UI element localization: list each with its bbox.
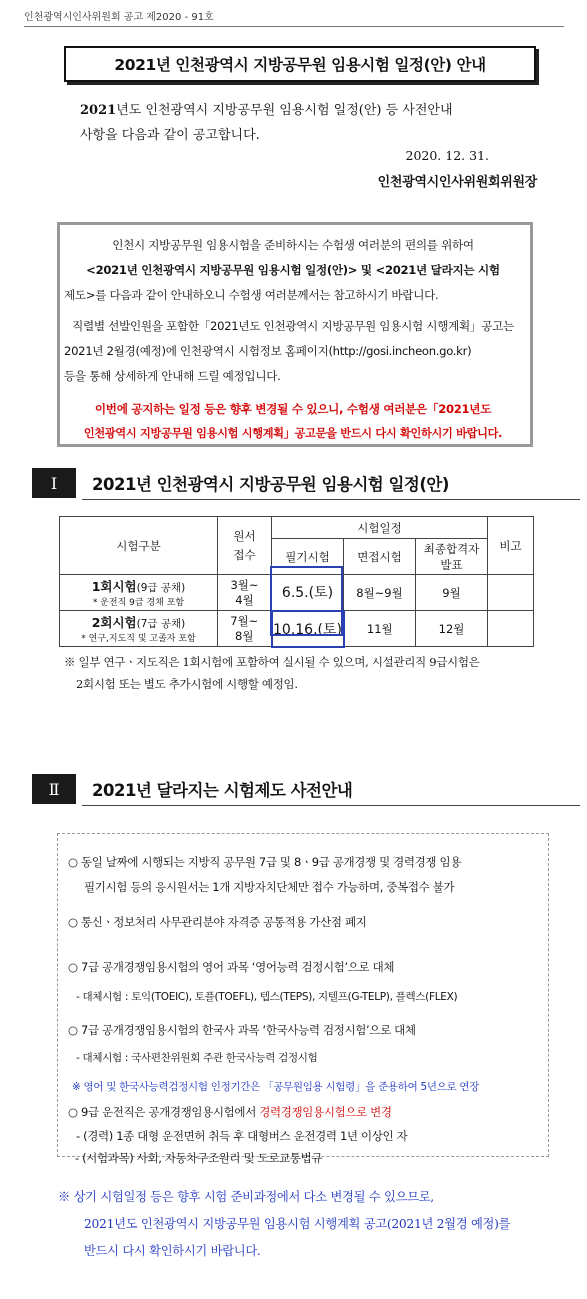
- page-title: 2021년 인천광역시 지방공무원 임용시험 일정(안) 안내: [64, 46, 536, 82]
- header-written: 필기시험: [272, 539, 344, 575]
- row-note: [488, 611, 534, 647]
- changes-box: [57, 833, 549, 1157]
- row-category: [60, 611, 218, 647]
- row-interview: 8월~9월: [344, 575, 416, 611]
- row-application: 7월~ 8월: [218, 611, 272, 647]
- row-note: [488, 575, 534, 611]
- schedule-footnote: [64, 651, 534, 695]
- final-note-line2: 2021년도 인천광역시 지방공무원 임용시험 시행계획 공고(2021년 2월경 예정)를: [84, 1217, 511, 1231]
- announcement-date: 2020. 12. 31.: [405, 148, 489, 163]
- document-reference: 인천광역시인사위원회 공고 제2020 - 91호: [24, 12, 214, 23]
- signer-name: 인천광역시인사위원회위원장: [377, 175, 537, 190]
- intro-paragraph: [80, 98, 540, 148]
- header-divider: [24, 26, 564, 27]
- row-detail: * 연구,지도직 및 고졸자 포함: [81, 634, 196, 644]
- row-written: 6.5.(토): [272, 575, 344, 611]
- notice-p2-line2: 2021년 2월경(예정)에 인천광역시 시험정보 홈페이지(http://gosi.incheon.go.kr): [64, 344, 472, 358]
- intro-line2: 사항을 다음과 같이 공고합니다.: [80, 128, 260, 143]
- change-item-6-sub1: - (경력) 1종 대형 운전면허 취득 후 대형버스 운전경력 1년 이상인 자: [76, 1129, 408, 1143]
- change-item-2: ○ 통신ㆍ정보처리 사무관리분야 자격증 공통적용 가산점 폐지: [68, 915, 367, 929]
- row-name: 2회시험: [91, 615, 137, 630]
- notice-box: [57, 222, 533, 447]
- footnote-line2: 2회시험 또는 별도 추가시험에 시행할 예정임.: [76, 677, 298, 691]
- header-schedule: 시험일정: [272, 517, 488, 539]
- row-interview: 11월: [344, 611, 416, 647]
- change-item-1-line2: 필기시험 등의 응시원서는 1개 지방자치단체만 접수 가능하며, 중복접수 불가: [84, 880, 455, 894]
- row-detail: * 운전직 9급 경채 포함: [92, 598, 185, 608]
- row-final: 9월: [416, 575, 488, 611]
- row-application: 3월~ 4월: [218, 575, 272, 611]
- row-final: 12월: [416, 611, 488, 647]
- header-note: 비고: [488, 517, 534, 575]
- section-1-number: Ⅰ: [32, 468, 76, 498]
- row-name: 1회시험: [91, 579, 137, 594]
- change-item-6-highlight: 경력경쟁임용시험으로 변경: [259, 1105, 392, 1119]
- notice-p2-line3: 등을 통해 상세하게 안내해 드릴 예정입니다.: [64, 369, 281, 383]
- change-item-3: ○ 7급 공개경쟁임용시험의 영어 과목 ‘영어능력 검정시험’으로 대체: [68, 960, 395, 974]
- change-item-5-note: ※ 영어 및 한국사능력검정시험 인정기간은 「공무원임용 시험령」을 준용하여 5년으로 연장: [72, 1081, 480, 1093]
- footnote-line1: ※ 일부 연구ㆍ지도직은 1회시험에 포함하여 실시될 수 있으며, 시설관리직 9급시험은: [64, 655, 480, 669]
- section-2-heading: [32, 774, 580, 806]
- change-item-4: ○ 7급 공개경쟁임용시험의 한국사 과목 ‘한국사능력 검정시험’으로 대체: [68, 1023, 416, 1037]
- notice-p3-line2: 인천광역시 지방공무원 임용시험 시행계획」공고문을 반드시 다시 확인하시기 바랍니다.: [83, 427, 503, 440]
- final-note: [58, 1184, 548, 1265]
- notice-p1-line3: 제도>를 다음과 같이 안내하오니 수험생 여러분께서는 참고하시기 바랍니다.: [64, 288, 439, 302]
- table-row: [60, 575, 534, 611]
- section-2-divider: [82, 805, 580, 806]
- section-2-number: Ⅱ: [32, 774, 76, 804]
- row-category: [60, 575, 218, 611]
- section-1-heading: [32, 468, 580, 500]
- intro-line1: 년도 인천광역시 지방공무원 임용시험 일정(안) 등 사전안내: [116, 103, 453, 118]
- row-written: 10.16.(토): [272, 611, 344, 647]
- row-name-sub: (7급 공채): [136, 618, 186, 630]
- header-application: 원서 접수: [218, 517, 272, 575]
- change-item-6: [68, 1104, 392, 1120]
- row-name-sub: (9급 공채): [136, 582, 186, 594]
- notice-p3-line1: 이번에 공지하는 일정 등은 향후 변경될 수 있으니, 수험생 여러분은「2021년도: [94, 402, 492, 416]
- notice-p1-line2: <2021년 인천광역시 지방공무원 임용시험 일정(안)> 및 <2021년 달라지는 시험: [86, 263, 500, 277]
- section-2-title: 2021년 달라지는 시험제도 사전안내: [92, 781, 353, 800]
- section-1-title: 2021년 인천광역시 지방공무원 임용시험 일정(안): [92, 475, 449, 494]
- change-item-1-line1: ○ 동일 날짜에 시행되는 지방직 공무원 7급 및 8ㆍ9급 공개경쟁 및 경력경쟁 임용: [68, 855, 462, 869]
- notice-p2-line1: 직렬별 선발인원을 포함한「2021년도 인천광역시 지방공무원 임용시험 시행계획」공고는: [72, 319, 514, 333]
- final-note-line1: ※ 상기 시험일정 등은 향후 시험 준비과정에서 다소 변경될 수 있으므로,: [58, 1190, 434, 1204]
- change-item-4-sub: - 대체시험 : 국사편찬위원회 주관 한국사능력 검정시험: [76, 1052, 318, 1064]
- final-note-line3: 반드시 다시 확인하시기 바랍니다.: [84, 1244, 261, 1258]
- header-category: 시험구분: [60, 517, 218, 575]
- schedule-table: [59, 516, 534, 648]
- notice-p1-line1: 인천시 지방공무원 임용시험을 준비하시는 수험생 여러분의 편의를 위하여: [112, 238, 474, 252]
- section-1-divider: [82, 499, 580, 500]
- change-item-6-sub2: - (시험과목) 사회, 자동차구조원리 및 도로교통법규: [75, 1151, 323, 1165]
- intro-year: 2021: [80, 103, 117, 118]
- change-item-3-sub: - 대체시험 : 토익(TOEIC), 토플(TOEFL), 텝스(TEPS), 지텔프(G-TELP), 플렉스(FLEX): [76, 991, 458, 1003]
- header-final: 최종합격자 발표: [416, 539, 488, 575]
- table-row: [60, 611, 534, 647]
- change-item-6-prefix: ○ 9급 운전직은 공개경쟁임용시험에서: [68, 1105, 260, 1119]
- header-interview: 면접시험: [344, 539, 416, 575]
